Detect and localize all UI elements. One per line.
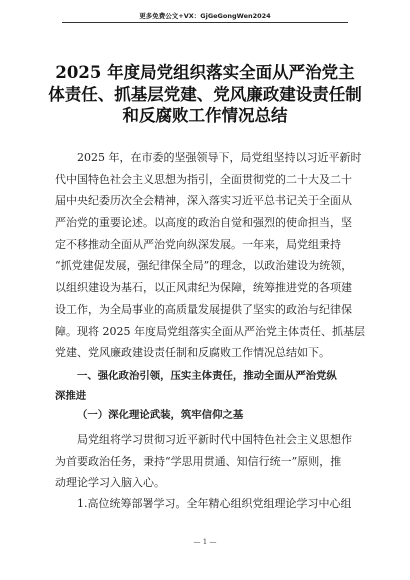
heading-line: 深推进 xyxy=(55,390,87,402)
title-line: 2025 年度局党组织落实全面从严治党主 xyxy=(55,63,355,82)
header-watermark-text: 更多免费公文+VX：GjGeGongWen2024 xyxy=(139,12,271,20)
intro-paragraph xyxy=(55,147,365,364)
paragraph-line: 2025 年，在市委的坚强领导下，局党组坚持以习近平新时 xyxy=(77,151,362,164)
subsection-heading xyxy=(55,405,360,425)
document-title xyxy=(40,62,370,127)
section-heading-1 xyxy=(55,366,360,406)
paragraph-line: 以组织建设为基石，以正风肃纪为保障，统筹推进党的各项建 xyxy=(55,281,352,295)
paragraph-line: 定不移推动全面从严治党向纵深发展。一年来，局党组秉持 xyxy=(55,237,341,251)
page-number: — 1 — xyxy=(193,538,217,546)
paragraph-line: 1.高位统筹部署学习。全年精心组织党组理论学习中心组 xyxy=(77,497,352,510)
paragraph-line: 党建、党风廉政建设责任制和反腐败工作情况总结如下。 xyxy=(55,346,330,360)
paragraph-line: 严治党的重要论述。以高度的政治自觉和强烈的使命担当，坚 xyxy=(55,216,352,230)
paragraph-line: 局党组将学习贯彻习近平新时代中国特色社会主义思想作 xyxy=(77,433,352,446)
item-paragraph xyxy=(55,493,360,515)
subheading-line: （一）深化理论武装，筑牢信仰之基 xyxy=(77,409,244,421)
theory-paragraph xyxy=(55,429,360,494)
title-line: 体责任、抓基层党建、党风廉政建设责任制 xyxy=(48,84,362,104)
heading-line: 一、强化政治引领，压实主体责任，推动全面从严治党纵 xyxy=(77,370,337,382)
paragraph-line: 届中央纪委历次全会精神，深入落实习近平总书记关于全面从 xyxy=(55,194,352,208)
paragraph-line: 为首要政治任务，秉持“学思用贯通、知信行统一”原则，推 xyxy=(55,454,342,468)
paragraph-line: “抓党建促发展，强纪律保全局”的理念，以政治建设为统领， xyxy=(55,259,353,273)
paragraph-line: 设工作，为全局事业的高质量发展提供了坚实的政治与纪律保 xyxy=(55,302,352,316)
paragraph-line: 障。现将 2025 年度局党组落实全面从严治党主体责任、抓基层 xyxy=(55,324,365,338)
paragraph-line: 代中国特色社会主义思想为指引，全面贯彻党的二十大及二十 xyxy=(55,172,352,186)
paragraph-line: 动理论学习入脑入心。 xyxy=(55,476,165,490)
header-divider xyxy=(62,22,348,23)
title-line: 和反腐败工作情况总结 xyxy=(122,106,288,125)
